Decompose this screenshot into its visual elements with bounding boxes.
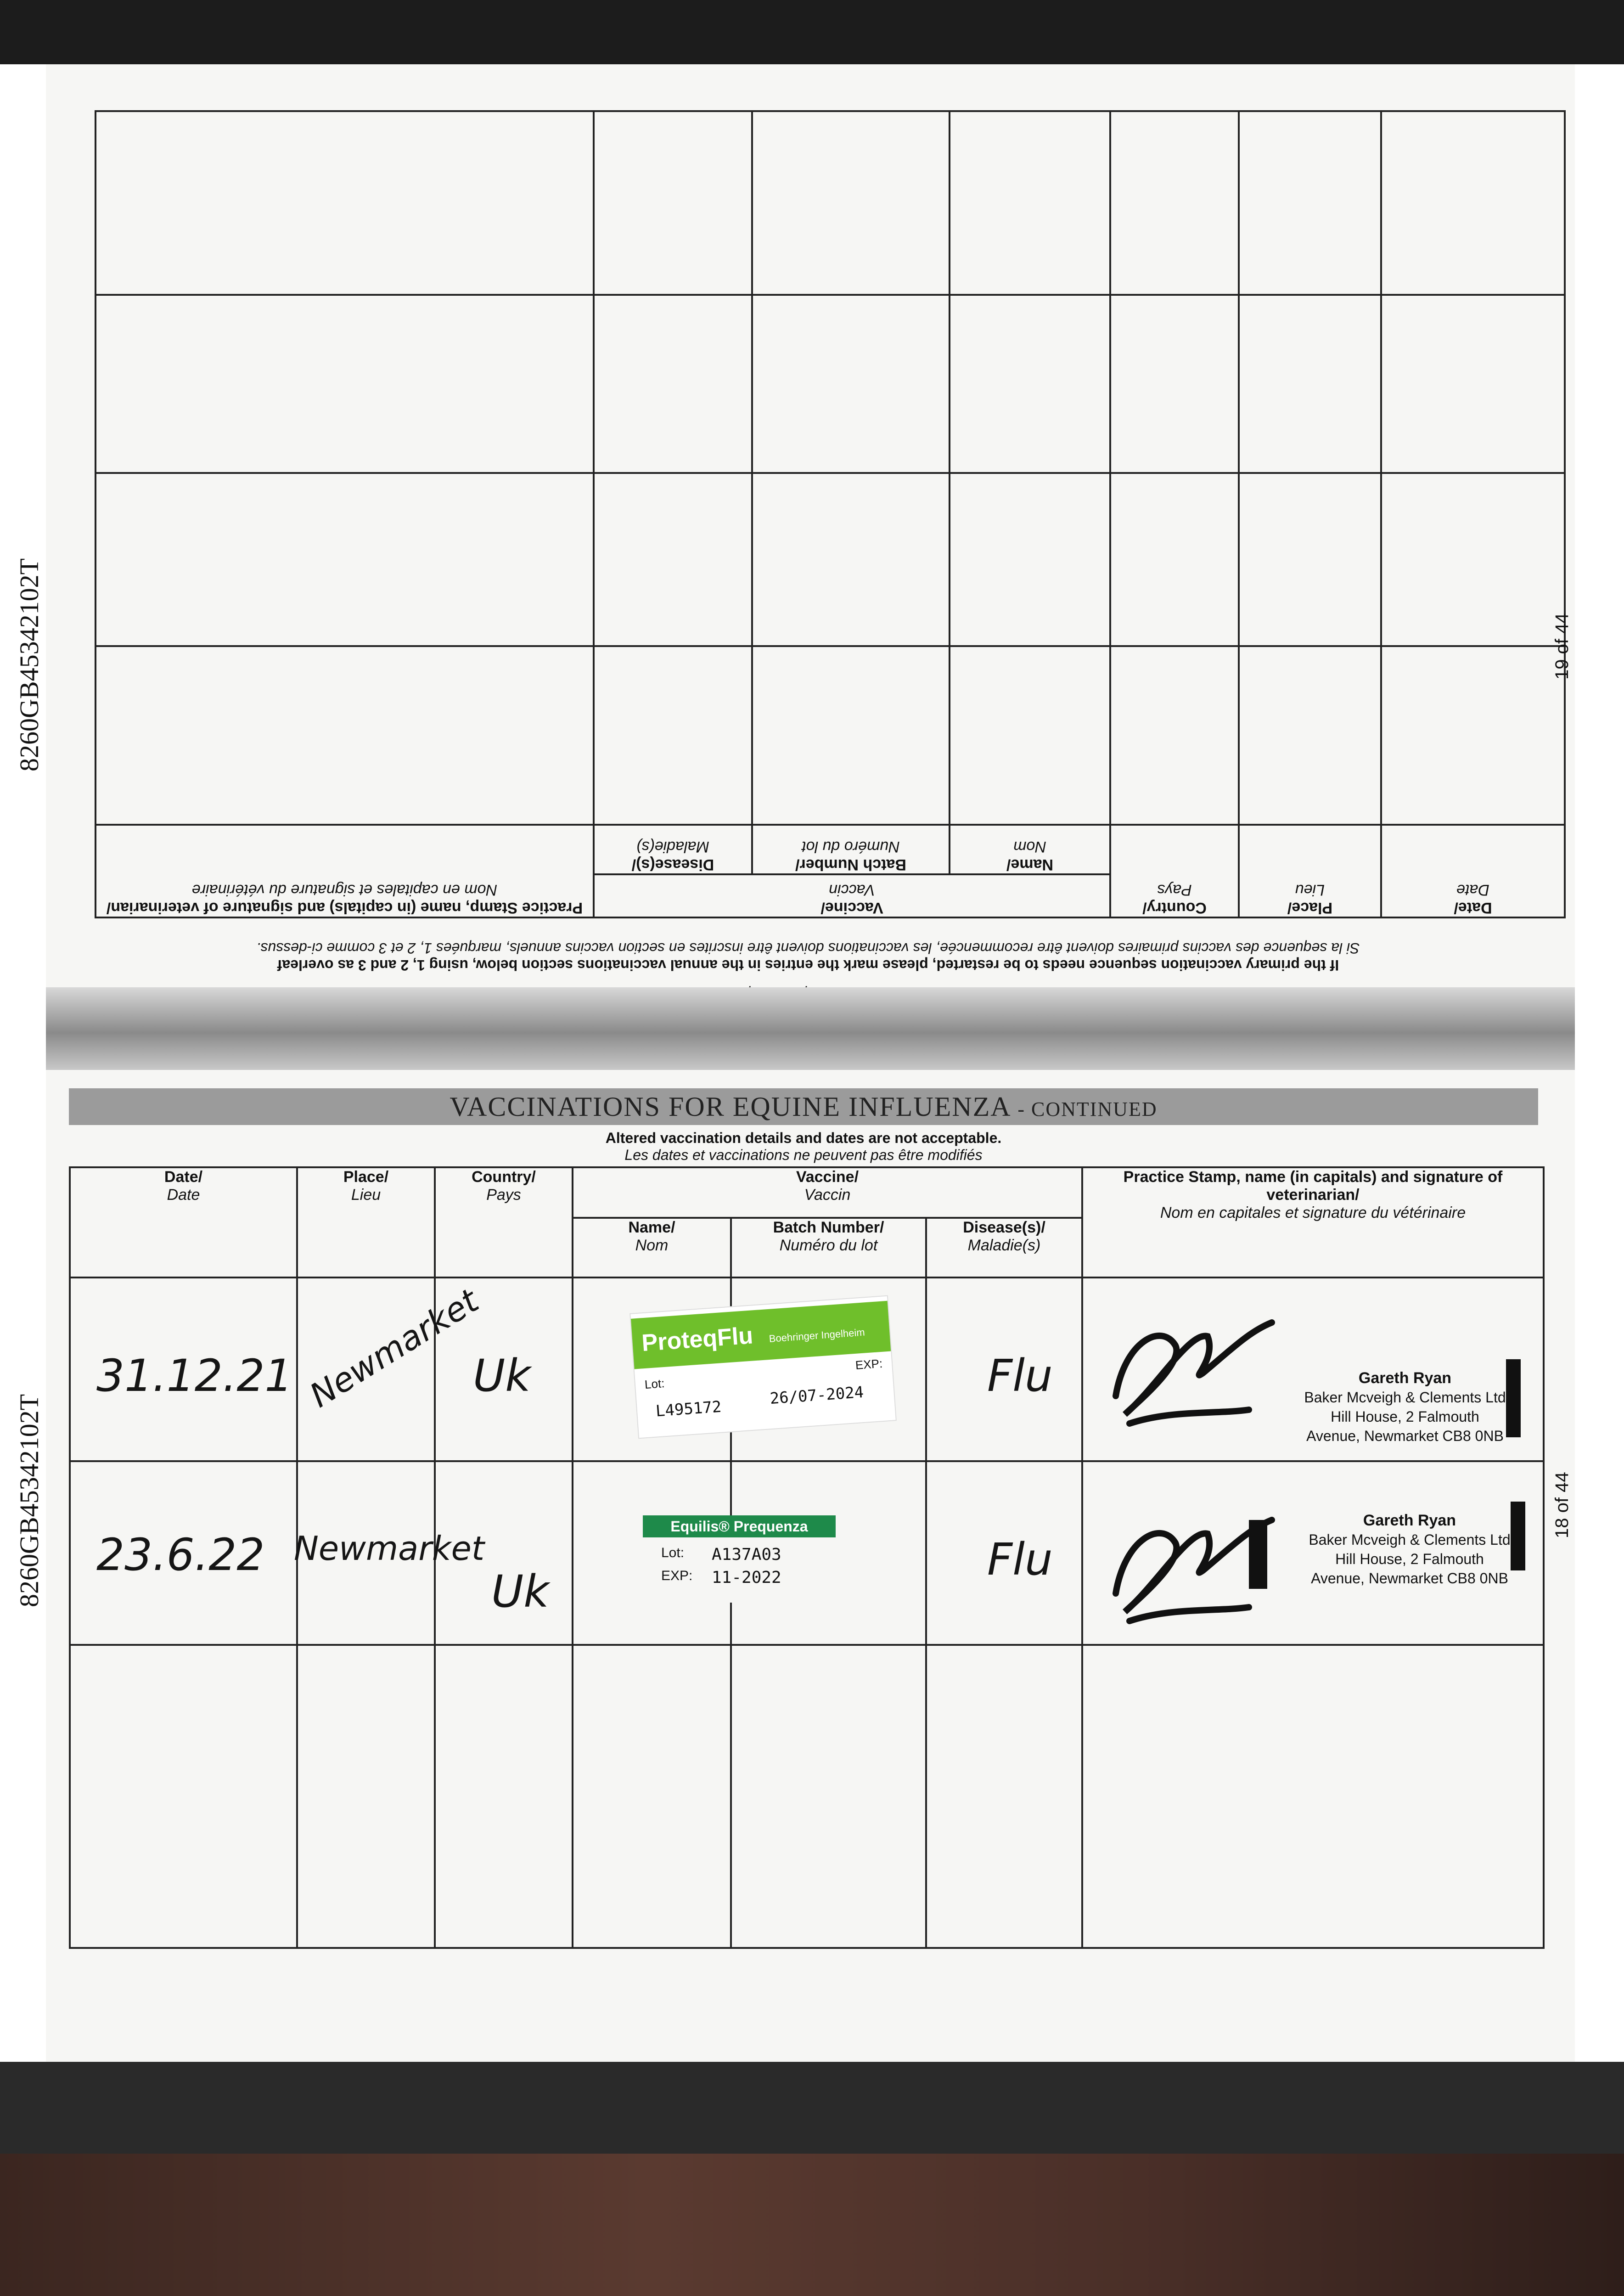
col-practice: Practice Stamp, name (in capitals) and signature of veterinarian/ Nom en capitales et signature du vétérinaire (96, 825, 594, 917)
page-19-number: 19 of 44 (1552, 613, 1572, 680)
row2-country: Uk (491, 1566, 549, 1617)
row1-country: Uk (473, 1350, 531, 1401)
book-gutter (46, 987, 1575, 1070)
table-row (96, 295, 1565, 473)
col-name: Name/ Nom (950, 825, 1110, 875)
row1-batch-exp: 26/07-2024 (769, 1383, 865, 1408)
table-row (70, 1645, 1544, 1948)
row1-disease: Flu (987, 1350, 1053, 1401)
page-18-header: VACCINATIONS FOR EQUINE INFLUENZA - CONTINUED (69, 1088, 1538, 1125)
row2-practice-stamp: Gareth Ryan Baker Mcveigh & Clements Ltd Hill House, 2 Falmouth Avenue, Newmarket CB8 0NB (1309, 1512, 1511, 1587)
page-19-vaccination-table (95, 110, 1566, 918)
col-date: Date/ Date (1381, 825, 1565, 917)
page-19-restart-note: If the primary vaccination sequence needs to be restarted, please mark the entries in the annual vaccinations section below, using 1, 2 and 3 as overleaf Si la sequence des vaccins primaires doivent être recommencée, les vaccinations doivent être inscrites en section vaccins annuels, marquées 1, 2 et 3 comme ci-dessus. (256, 940, 1360, 974)
page-19-rotated-content (46, 64, 1575, 1065)
page-19-side-id: 8260GB45342102T (14, 558, 44, 771)
table-row (96, 111, 1565, 295)
table-row (96, 473, 1565, 646)
exp-caption: EXP: (854, 1356, 883, 1372)
row2-vaccine-label (643, 1515, 836, 1603)
row2-batch-lot: A137A03 (712, 1545, 781, 1564)
exp-caption: EXP: (661, 1568, 693, 1583)
col-place: Place/ Lieu (1239, 825, 1381, 917)
scan-bottom-edge (0, 2062, 1624, 2154)
row2-batch-exp: 11-2022 (712, 1568, 781, 1587)
row1-place: Newmarket (303, 1281, 485, 1415)
row1-batch-lot: L495172 (655, 1397, 722, 1421)
col-vaccine: Vaccine/ Vaccin (594, 874, 1110, 917)
col-country: Country/ Pays (435, 1167, 573, 1277)
row1-date: 31.12.21 (96, 1350, 293, 1401)
scan-background (0, 2154, 1624, 2296)
redaction-bar (1506, 1359, 1521, 1437)
page-18-number: 18 of 44 (1552, 1472, 1572, 1538)
row1-practice-stamp: Gareth Ryan Baker Mcveigh & Clements Ltd Hill House, 2 Falmouth Avenue, Newmarket CB8 0NB (1304, 1369, 1506, 1444)
row2-place: Newmarket (294, 1529, 485, 1568)
redaction-bar (1511, 1502, 1525, 1570)
lot-caption: Lot: (644, 1376, 665, 1392)
redaction-bar (1249, 1520, 1267, 1589)
row2-disease: Flu (987, 1534, 1053, 1585)
row1-vaccine-label (629, 1295, 897, 1439)
page-18-side-id: 8260GB45342102T (14, 1394, 44, 1607)
lot-caption: Lot: (661, 1545, 685, 1560)
col-batch: Batch Number/ Numéro du lot (752, 825, 950, 875)
scan-top-edge (0, 0, 1624, 64)
col-country: Country/ Pays (1110, 825, 1239, 917)
page-18-altered-note: Altered vaccination details and dates are not acceptable. Les dates et vaccinations ne peuvent pas être modifiés (605, 1130, 1002, 1163)
col-disease: Disease(s)/ Maladie(s) (926, 1218, 1082, 1277)
col-vaccine: Vaccine/ Vaccin (573, 1167, 1082, 1218)
col-batch: Batch Number/ Numéro du lot (731, 1218, 926, 1277)
col-practice: Practice Stamp, name (in capitals) and signature of veterinarian/ Nom en capitales et signature du vétérinaire (1082, 1167, 1544, 1277)
col-name: Name/ Nom (573, 1218, 731, 1277)
equilis-logo: Equilis® Prequenza (643, 1515, 836, 1537)
passport-page-18 (46, 1070, 1575, 2062)
table-row (96, 646, 1565, 824)
col-disease: Disease(s)/ Maladie(s) (594, 825, 752, 875)
row2-date: 23.6.22 (96, 1529, 265, 1581)
proteqflu-logo: ProteqFlu Boehringer Ingelheim (631, 1301, 891, 1369)
col-date: Date/ Date (70, 1167, 297, 1277)
col-place: Place/ Lieu (297, 1167, 435, 1277)
passport-page-19 (46, 64, 1575, 1065)
